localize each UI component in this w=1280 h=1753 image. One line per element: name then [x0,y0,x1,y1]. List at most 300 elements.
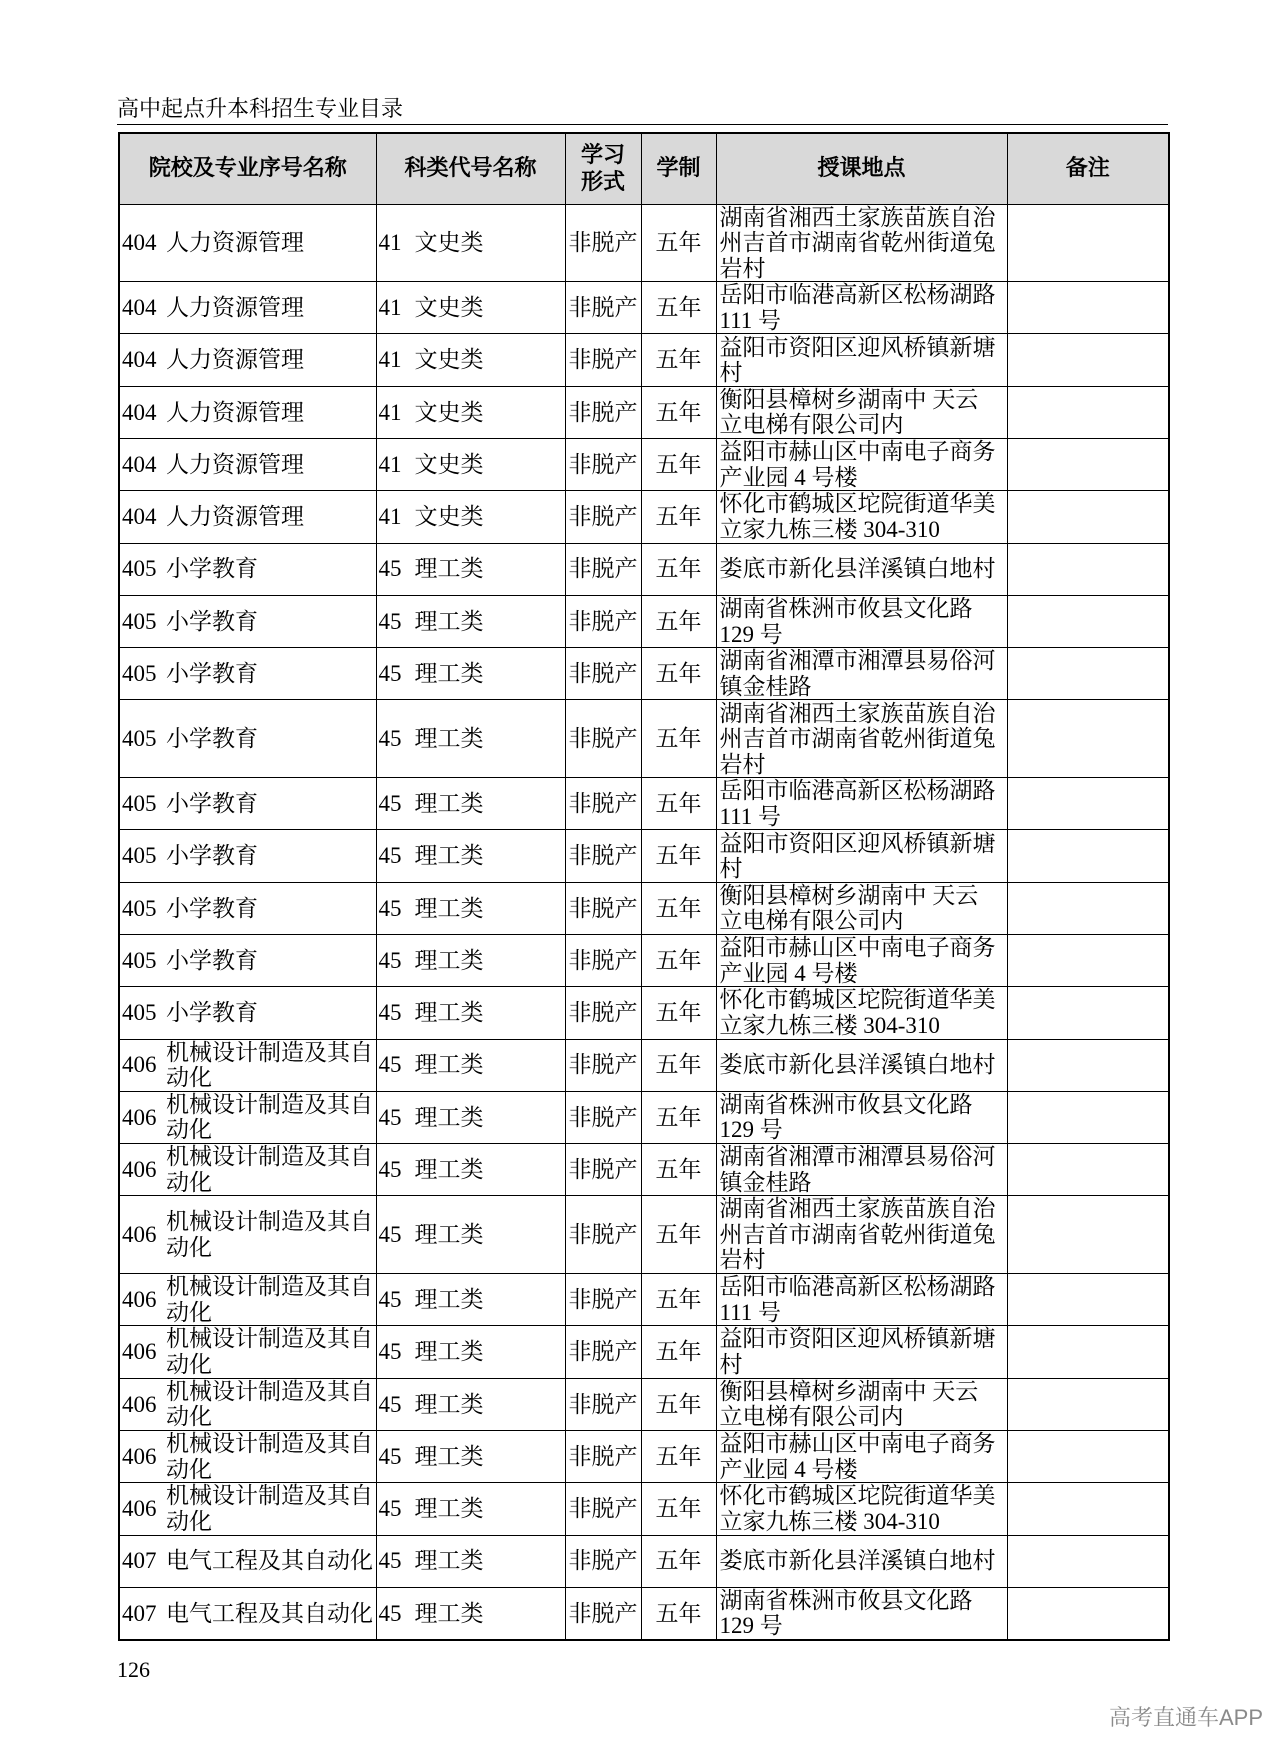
category-cell [376,204,565,282]
watermark-text: 高考直通车APP [1108,1705,1263,1730]
location-line: 湖南省株洲市攸县文化路 [719,1587,973,1613]
category-entry [377,504,565,530]
duration-cell: 五年 [641,438,716,490]
category-name: 理工类 [414,1286,484,1312]
table-header-row [119,133,1169,204]
major-number: 406 [122,1221,157,1247]
location-line: 岳阳市临港高新区松杨湖路 [719,282,996,308]
note-cell [1007,934,1169,986]
category-entry [377,1000,565,1026]
category-cell [376,334,565,386]
location-line: 州吉首市湖南省乾州街道兔 [719,1221,996,1247]
table-row [119,1091,1169,1143]
major-cell [119,1587,376,1640]
duration-cell: 五年 [641,1039,716,1091]
column-header-label: 形式 [580,169,625,195]
major-entry [120,400,376,426]
major-name-line: 动化 [166,1508,212,1534]
study-mode-cell: 非脱产 [565,204,641,282]
category-entry [377,791,565,817]
major-number: 404 [122,294,157,320]
category-entry [377,843,565,869]
category-cell [376,934,565,986]
category-cell [376,1196,565,1274]
major-name [166,1326,373,1377]
major-cell [119,882,376,934]
major-name [166,609,258,635]
major-number: 406 [122,1104,157,1130]
study-mode-cell: 非脱产 [565,830,641,882]
column-header-note [1007,133,1169,204]
category-name: 文史类 [414,230,484,256]
study-mode-cell: 非脱产 [565,1196,641,1274]
category-cell [376,1326,565,1378]
location-line: 立家九栋三楼 304-310 [719,1012,940,1038]
major-name-line: 电气工程及其自动化 [166,1548,373,1574]
location-line: 益阳市资阳区迎风桥镇新塘 [719,830,996,856]
category-name: 理工类 [414,1548,484,1574]
location-line: 岩村 [719,255,766,281]
duration-cell: 五年 [641,1430,716,1482]
study-mode-cell: 非脱产 [565,1430,641,1482]
category-cell [376,987,565,1039]
major-entry [120,1000,376,1026]
category-entry [377,230,565,256]
major-number: 404 [122,451,157,477]
category-name: 文史类 [414,451,484,477]
category-code: 45 [378,1443,402,1469]
location-cell [716,386,1007,438]
major-name-line: 小学教育 [166,790,258,816]
major-entry [120,347,376,373]
category-entry [377,1444,565,1470]
category-cell [376,882,565,934]
note-cell [1007,386,1169,438]
major-cell [119,830,376,882]
category-entry [377,1339,565,1365]
category-code: 45 [378,1548,402,1574]
major-number: 405 [122,790,157,816]
duration-cell: 五年 [641,543,716,595]
duration-cell: 五年 [641,1091,716,1143]
major-entry [120,843,376,869]
category-cell [376,1378,565,1430]
table-row [119,1378,1169,1430]
major-name [166,661,258,687]
major-number: 404 [122,399,157,425]
category-name: 理工类 [414,947,484,973]
category-code: 45 [378,1339,402,1365]
major-cell [119,1535,376,1587]
location-line: 立电梯有限公司内 [719,412,904,438]
duration-cell: 五年 [641,1196,716,1274]
location-cell [716,543,1007,595]
duration-cell: 五年 [641,491,716,543]
category-cell [376,778,565,830]
major-cell [119,700,376,778]
category-cell [376,386,565,438]
study-mode-cell: 非脱产 [565,1326,641,1378]
category-code: 45 [378,790,402,816]
duration-cell: 五年 [641,1378,716,1430]
major-name [166,347,304,373]
location-cell [716,595,1007,647]
major-number: 407 [122,1600,157,1626]
note-cell [1007,778,1169,830]
location-line: 湖南省株洲市攸县文化路 [719,1091,973,1117]
duration-cell: 五年 [641,987,716,1039]
category-code: 41 [378,504,402,530]
location-line: 村 [719,856,743,881]
category-code: 45 [378,895,402,921]
table-row [119,1144,1169,1196]
location-line: 产业园 4 号楼 [719,464,858,490]
category-cell [376,648,565,700]
major-name-line: 小学教育 [166,843,258,869]
major-name-line: 动化 [166,1234,212,1260]
major-number: 406 [122,1391,157,1417]
major-name [166,1209,373,1260]
major-name [166,1483,373,1534]
location-line: 111 号 [719,307,782,333]
table-row [119,282,1169,334]
major-cell [119,1483,376,1535]
major-name [166,1144,373,1195]
category-name: 理工类 [414,1600,484,1626]
study-mode-cell: 非脱产 [565,595,641,647]
study-mode-cell: 非脱产 [565,1091,641,1143]
major-name [166,843,258,869]
location-line: 产业园 4 号楼 [719,960,858,986]
category-cell [376,543,565,595]
note-cell [1007,204,1169,282]
major-entry [120,896,376,922]
table-row [119,934,1169,986]
major-name [166,1431,373,1482]
major-entry [120,295,376,321]
location-cell [716,491,1007,543]
category-cell [376,595,565,647]
table-row [119,882,1169,934]
table-row [119,1483,1169,1535]
table-row [119,1587,1169,1640]
study-mode-cell: 非脱产 [565,543,641,595]
category-code: 45 [378,947,402,973]
major-cell [119,282,376,334]
study-mode-cell: 非脱产 [565,778,641,830]
column-header-label: 学习 [580,142,625,168]
major-name [166,1548,373,1574]
category-code: 45 [378,1496,402,1522]
major-name-line: 机械设计制造及其自 [166,1039,373,1065]
catalog-table-body [119,204,1169,1640]
location-line: 怀化市鹤城区坨院街道华美 [719,987,996,1013]
category-cell [376,438,565,490]
major-number: 406 [122,1052,157,1078]
note-cell [1007,1378,1169,1430]
note-cell [1007,1274,1169,1326]
study-mode-cell: 非脱产 [565,1535,641,1587]
study-mode-cell: 非脱产 [565,1378,641,1430]
major-entry [120,556,376,582]
major-cell [119,543,376,595]
location-line: 衡阳县樟树乡湖南中 天云 [719,1378,979,1404]
study-mode-cell: 非脱产 [565,1144,641,1196]
duration-cell: 五年 [641,1587,716,1640]
major-name [166,1040,373,1091]
category-cell [376,491,565,543]
category-name: 理工类 [414,1157,484,1183]
duration-cell: 五年 [641,1535,716,1587]
duration-cell: 五年 [641,282,716,334]
major-name [166,1379,373,1430]
category-name: 文史类 [414,294,484,320]
table-row [119,491,1169,543]
location-line: 129 号 [719,621,783,647]
location-cell [716,204,1007,282]
note-cell [1007,1091,1169,1143]
major-number: 406 [122,1443,157,1469]
major-name-line: 小学教育 [166,1000,258,1026]
table-row [119,1535,1169,1587]
category-name: 文史类 [414,399,484,425]
category-name: 理工类 [414,1339,484,1365]
category-cell [376,700,565,778]
location-cell [716,334,1007,386]
duration-cell: 五年 [641,778,716,830]
location-line: 衡阳县樟树乡湖南中 天云 [719,386,979,412]
major-name-line: 人力资源管理 [166,451,304,477]
category-entry [377,1287,565,1313]
category-entry [377,1496,565,1522]
location-cell [716,438,1007,490]
category-code: 45 [378,843,402,869]
major-cell [119,1144,376,1196]
location-line: 州吉首市湖南省乾州街道兔 [719,230,996,256]
note-cell [1007,987,1169,1039]
column-header-major [119,133,376,204]
location-cell [716,934,1007,986]
major-cell [119,1196,376,1274]
major-name [166,556,258,582]
major-name [166,504,304,530]
column-header-label: 院校及专业序号名称 [148,156,347,182]
major-name [166,896,258,922]
major-cell [119,934,376,986]
note-cell [1007,491,1169,543]
location-cell [716,1274,1007,1326]
location-line: 湖南省湘西土家族苗族自治 [719,204,996,230]
major-cell [119,1039,376,1091]
major-entry [120,1040,376,1091]
column-header-duration [641,133,716,204]
major-cell [119,648,376,700]
location-line: 岳阳市临港高新区松杨湖路 [719,778,996,804]
study-mode-cell: 非脱产 [565,700,641,778]
category-code: 41 [378,347,402,373]
category-entry [377,347,565,373]
location-line: 湖南省湘潭市湘潭县易俗河 [719,648,996,674]
major-name-line: 机械设计制造及其自 [166,1378,373,1404]
note-cell [1007,1196,1169,1274]
category-name: 理工类 [414,843,484,869]
category-name: 理工类 [414,1443,484,1469]
location-cell [716,1196,1007,1274]
location-line: 益阳市赫山区中南电子商务 [719,1431,996,1457]
major-entry [120,948,376,974]
category-name: 理工类 [414,1000,484,1026]
major-cell [119,334,376,386]
major-name-line: 小学教育 [166,947,258,973]
major-name [166,948,258,974]
category-cell [376,1587,565,1640]
location-line: 镇金桂路 [719,1169,812,1195]
category-name: 理工类 [414,1052,484,1078]
note-cell [1007,1587,1169,1640]
study-mode-cell: 非脱产 [565,1587,641,1640]
location-line: 产业园 4 号楼 [719,1456,858,1482]
table-header [119,133,1169,204]
major-entry [120,1092,376,1143]
major-name-line: 机械设计制造及其自 [166,1483,373,1509]
category-code: 45 [378,1157,402,1183]
duration-cell: 五年 [641,882,716,934]
major-number: 407 [122,1548,157,1574]
major-name-line: 人力资源管理 [166,399,304,425]
note-cell [1007,882,1169,934]
category-cell [376,1483,565,1535]
major-entry [120,726,376,752]
note-cell [1007,1326,1169,1378]
table-row [119,830,1169,882]
note-cell [1007,282,1169,334]
category-entry [377,556,565,582]
major-name-line: 机械设计制造及其自 [166,1209,373,1235]
category-entry [377,1548,565,1574]
major-entry [120,230,376,256]
category-code: 45 [378,661,402,687]
location-line: 129 号 [719,1613,783,1639]
category-entry [377,1222,565,1248]
major-name-line: 机械设计制造及其自 [166,1091,373,1117]
study-mode-cell: 非脱产 [565,491,641,543]
study-mode-cell: 非脱产 [565,334,641,386]
duration-cell: 五年 [641,595,716,647]
table-row [119,700,1169,778]
location-cell [716,778,1007,830]
major-cell [119,595,376,647]
category-name: 理工类 [414,661,484,687]
category-code: 45 [378,726,402,752]
category-code: 45 [378,1391,402,1417]
study-mode-cell: 非脱产 [565,1039,641,1091]
location-cell [716,282,1007,334]
category-entry [377,1105,565,1131]
location-line: 111 号 [719,803,782,829]
category-cell [376,1091,565,1143]
major-name-line: 人力资源管理 [166,504,304,530]
category-entry [377,948,565,974]
category-entry [377,896,565,922]
location-line: 立家九栋三楼 304-310 [719,1508,940,1534]
major-name-line: 人力资源管理 [166,230,304,256]
duration-cell: 五年 [641,1326,716,1378]
major-cell [119,438,376,490]
major-cell [119,1430,376,1482]
table-row [119,543,1169,595]
duration-cell: 五年 [641,1483,716,1535]
note-cell [1007,543,1169,595]
study-mode-cell: 非脱产 [565,1483,641,1535]
duration-cell: 五年 [641,386,716,438]
location-line: 益阳市资阳区迎风桥镇新塘 [719,334,996,360]
running-header: 高中起点升本科招生专业目录 [117,96,404,121]
table-row [119,1274,1169,1326]
category-entry [377,726,565,752]
major-entry [120,1274,376,1325]
location-line: 镇金桂路 [719,673,812,699]
location-cell [716,1483,1007,1535]
category-entry [377,400,565,426]
major-number: 405 [122,895,157,921]
duration-cell: 五年 [641,204,716,282]
major-number: 405 [122,661,157,687]
note-cell [1007,1483,1169,1535]
table-row [119,386,1169,438]
study-mode-cell: 非脱产 [565,648,641,700]
column-header-label: 授课地点 [817,156,906,182]
location-line: 益阳市赫山区中南电子商务 [719,439,996,465]
category-cell [376,1274,565,1326]
location-line: 111 号 [719,1299,782,1325]
major-entry [120,1601,376,1627]
category-code: 45 [378,1286,402,1312]
table-row [119,1430,1169,1482]
location-line: 益阳市赫山区中南电子商务 [719,935,996,961]
location-cell [716,700,1007,778]
major-number: 405 [122,726,157,752]
major-cell [119,491,376,543]
category-cell [376,1144,565,1196]
location-cell [716,882,1007,934]
major-name-line: 人力资源管理 [166,294,304,320]
major-name-line: 小学教育 [166,661,258,687]
note-cell [1007,1039,1169,1091]
category-name: 理工类 [414,1496,484,1522]
category-code: 45 [378,1000,402,1026]
major-name [166,1092,373,1143]
major-number: 406 [122,1339,157,1365]
major-number: 406 [122,1286,157,1312]
column-header-label: 备注 [1065,156,1110,182]
major-entry [120,1144,376,1195]
location-cell [716,1430,1007,1482]
location-line: 衡阳县樟树乡湖南中 天云 [719,882,979,908]
category-cell [376,282,565,334]
major-name-line: 动化 [166,1065,212,1091]
duration-cell: 五年 [641,648,716,700]
category-cell [376,830,565,882]
location-cell [716,648,1007,700]
location-cell [716,830,1007,882]
category-code: 45 [378,1104,402,1130]
page-number: 126 [117,1657,150,1682]
category-name: 理工类 [414,1391,484,1417]
table-row [119,778,1169,830]
study-mode-cell: 非脱产 [565,987,641,1039]
duration-cell: 五年 [641,700,716,778]
category-code: 41 [378,230,402,256]
